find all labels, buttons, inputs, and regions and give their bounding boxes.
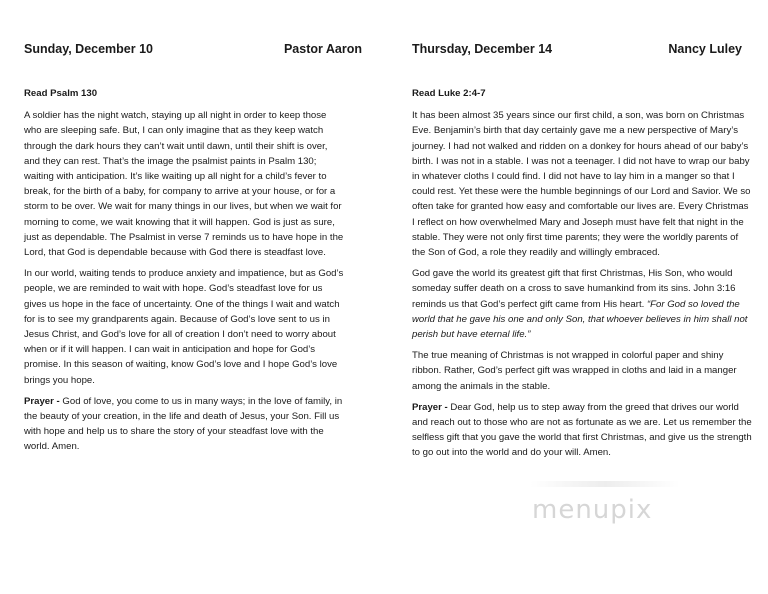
left-author: Pastor Aaron (283, 42, 362, 56)
watermark-faint-line (530, 481, 680, 487)
right-paragraph-1: It has been almost 35 years since our first child, a son, was born on Christmas Eve. Benjamin’s birth that day certainly gave me a new perspective of Mary’s journey. I had not walked and ridden on a donkey for hours ahead of our baby’s birth. I was not in a stable. I was not a teenager. I did not have to wrap our baby in whatever cloths I could find. I did not have to lay him in a manger so that I could rest. Yet these were the humble beginnings of our Lord and Savior. We so often take for granted how easy and comfortable our lives are. Every Christmas I reflect on how overwhelmed Mary and Joseph must have felt that night in the stable. They were not only first time parents; they were the worldly parents of the Son of God, a role they readily and willingly embraced. (412, 110, 751, 259)
right-reading: Read Luke 2:4-7 (412, 88, 486, 99)
left-reading: Read Psalm 130 (24, 88, 98, 99)
watermark-logo: menupix (532, 495, 653, 525)
left-prayer (24, 394, 344, 455)
left-body (24, 86, 344, 461)
right-date: Thursday, December 14 (412, 42, 553, 56)
right-author: Nancy Luley (668, 42, 742, 56)
left-prayer-text: God of love, you come to us in many ways; in the love of family, in the beauty of your creation, in the life and death of Jesus, your Son. Fill us with hope and help us to share the story of your steadfast love with the world. Amen. (24, 395, 343, 453)
right-paragraph-2-text: God gave the world its greatest gift that first Christmas, His Son, who would someday suffer death on a cross to save humankind from its sins. John 3:16 reminds us that God’s perfect gift came from His heart. (412, 268, 736, 310)
right-prayer-label: Prayer - (412, 401, 448, 413)
left-prayer-label: Prayer - (24, 395, 60, 407)
right-prayer-text: Dear God, help us to step away from the greed that drives our world and reach out to those who are not as fortunate as we are. Let us remember the selfless gift that you gave the world that first Christmas, and give us the strength to go out into the world and do your will. Amen. (412, 401, 752, 459)
right-paragraph-2 (412, 266, 752, 342)
left-paragraph-1: A soldier has the night watch, staying up all night in order to keep those who are sleeping safe. But, I can only imagine that as they keep watch through the dark hours they can’t wait until dawn, until their shift is over, and they can rest. That’s the image the psalmist paints in Psalm 130; waiting with anticipation. It’s like waiting up all night for a child’s fever to break, for the birth of a baby, for company to arrive at your house, or for a storm to be over. We wait for many things in our lives, but when we wait for morning to come, we wait knowing that it will happen. God is just as sure, just as dependable. The Psalmist in verse 7 reminds us to have hope in the Lord, that God is dependable because with God there is steadfast love. (24, 110, 344, 259)
right-scripture-quote: “For God so loved the world that he gave his one and only Son, that whoever believes in him shall not perish but have eternal life.” (412, 298, 748, 341)
left-paragraph-2: In our world, waiting tends to produce anxiety and impatience, but as God’s people, we are reminded to wait with hope. God’s steadfast love for us gives us hope in the face of uncertainty. One of the things I wait and watch for is to see my grandparents again. Because of God’s love sent to us in Jesus Christ, and God’s love for all of creation I don’t need to worry about when or if it will happen. I can wait in anticipation and hope for God’s promise. In this season of waiting, know God’s love and I hope God’s love brings you hope. (24, 268, 344, 386)
right-body (412, 86, 752, 467)
right-prayer (412, 400, 752, 461)
right-paragraph-3: The true meaning of Christmas is not wrapped in colorful paper and shiny ribbon. Rather, God’s perfect gift was wrapped in cloths and laid in a manger among the animals in the stable. (412, 350, 737, 392)
left-date: Sunday, December 10 (24, 42, 153, 56)
